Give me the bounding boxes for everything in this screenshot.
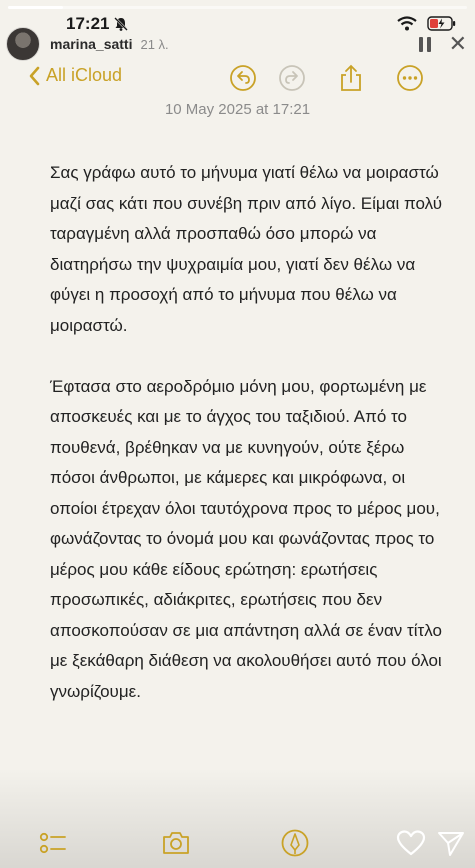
note-paragraph: Έφτασα στο αεροδρόμιο μόνη μου, φορτωμένη με αποσκευές και με το άγχος του ταξιδιού. Από το πουθενά, βρέθηκαν να με κυνηγούν, ούτε ξέρω πόσοι άνθρωποι, με κάμερες και μικρόφωνα, οι οποίοι έτρεχαν όλοι ταυτόχρονα προς το μέρος μου, φωνάζοντας το όνομά μου και φωνάζοντας προς το μέρος μου κάθε είδους ερώτηση: ερωτήσεις προσωπικές, αδιάκριτες, ερωτήσεις που δεν αποσκοπούσαν σε μια απάντηση αλλά σε έναν τίτλο με ξεκάθαρη διάθεση να ακολουθήσει αυτό που όλοι γνωρίζουμε.	[50, 376, 442, 701]
story-username[interactable]: marina_satti	[50, 36, 133, 52]
note-paragraph: Σας γράφω αυτό το μήνυμα γιατί θέλω να μοιραστώ μαζί σας κάτι που συνέβη πριν από λίγο. Είμαι πολύ ταραγμένη αλλά προσπαθώ όσο μπορώ να διατηρήσω την ψυχραιμία μου, γιατί δεν θέλω να φύγει η προσοχή από το μήνυμα που θέλω να μοιραστώ.	[50, 163, 443, 335]
more-icon[interactable]	[396, 64, 424, 92]
story-age: 21 λ.	[140, 36, 169, 52]
bottom-toolbar	[0, 822, 475, 858]
pen-icon[interactable]	[280, 828, 310, 858]
checklist-icon[interactable]	[38, 828, 68, 858]
send-icon[interactable]	[436, 828, 466, 858]
share-icon[interactable]	[337, 64, 365, 92]
chevron-left-icon	[28, 66, 40, 86]
close-icon[interactable]: ✕	[448, 31, 467, 56]
story-header	[6, 27, 467, 61]
redo-icon[interactable]	[278, 64, 306, 92]
notes-toolbar	[0, 62, 475, 94]
back-label: All iCloud	[46, 65, 123, 85]
note-body[interactable]	[50, 158, 450, 738]
back-button[interactable]	[28, 65, 122, 86]
avatar[interactable]	[6, 27, 40, 61]
story-progress-fill	[8, 6, 63, 9]
note-date: 10 May 2025 at 17:21	[164, 101, 311, 118]
story-progress-bar	[8, 6, 467, 9]
heart-icon[interactable]	[396, 828, 426, 858]
pause-icon[interactable]	[419, 37, 431, 52]
undo-icon[interactable]	[229, 64, 257, 92]
camera-icon[interactable]	[161, 828, 191, 858]
status-time: 17:21	[66, 14, 110, 33]
